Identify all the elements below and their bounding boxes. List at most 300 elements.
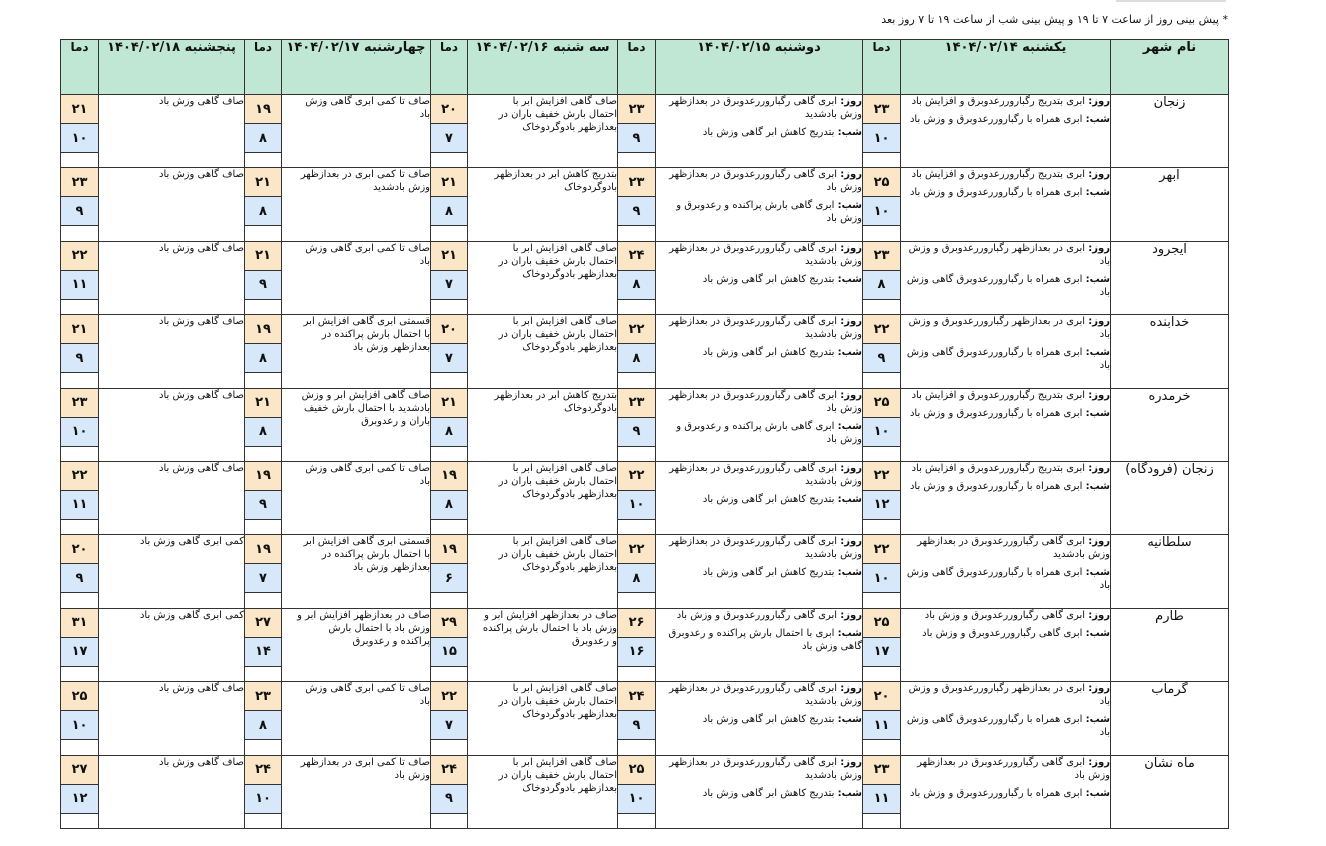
day-label: روز: [840,242,862,254]
forecast-tue [468,168,618,241]
day-forecast [656,389,862,415]
forecast-thu [99,388,245,461]
temp-cell [431,168,468,241]
temp-max: ۲۶ [618,609,655,638]
night-forecast [901,627,1110,640]
temp-min: ۹ [863,344,900,373]
temp-max: ۱۹ [245,462,281,491]
forecast-tue [468,682,618,755]
forecast-text: صاف گاهی افزایش ابر با احتمال بارش خفیف باران در بعدازظهر بادوگردوخاک [498,462,617,500]
night-text: بتدریج کاهش ابر گاهی وزش باد [702,273,835,285]
forecast-mon [656,461,863,534]
forecast-tue [468,95,618,168]
day-forecast [656,315,862,341]
night-text: ابری گاهی رگباروررعدوبرق و وزش باد [922,627,1083,639]
night-text: ابری گاهی بارش پراکنده و رعدوبرق و وزش باد [676,200,862,225]
temp-max: ۲۳ [618,95,655,124]
forecast-text: صاف گاهی وزش باد [158,683,244,695]
city-name: ابهر [1111,168,1229,241]
forecast-tue [468,535,618,608]
temp-max: ۲۹ [431,609,467,638]
night-forecast [901,273,1110,299]
city-name: زنجان [1111,95,1229,168]
header-row [61,40,1229,95]
day-label: روز: [1088,242,1110,254]
forecast-mon [656,168,863,241]
forecast-text: صاف تا کمی ابری گاهی وزش باد [305,242,430,267]
temp-cell [431,461,468,534]
temp-max: ۲۴ [618,242,655,271]
temp-cell [863,535,901,608]
forecast-text: صاف تا کمی ابری گاهی وزش باد [305,96,430,120]
day-forecast [656,682,862,708]
day-label: روز: [1088,462,1110,474]
header-temp: دما [61,40,99,95]
temp-max: ۲۲ [618,535,655,564]
day-text: ابری گاهی رگباروررعدوبرق در بعدازظهر وزش بادشدید [669,96,862,120]
day-text: ابری در بعدازظهر رگباروررعدوبرق و وزش باد [908,242,1110,267]
temp-min: ۷ [431,124,467,153]
forecast-text: صاف در بعدازظهر افزایش ابر و وزش باد با احتمال بارش پراکنده و رعدوبرق [482,609,617,647]
forecast-text: صاف گاهی افزایش ابر با احتمال بارش خفیف باران در بعدازظهر بادوگردوخاک [498,96,617,133]
forecast-thu [99,461,245,534]
forecast-text: صاف گاهی وزش باد [158,316,244,328]
temp-max: ۱۹ [245,315,281,344]
temp-max: ۲۲ [863,462,900,491]
forecast-text: بتدریج کاهش ابر در بعدازظهر بادوگردوخاک [494,389,617,414]
temp-cell [618,608,656,681]
temp-max: ۲۰ [431,95,467,124]
forecast-mon [656,682,863,755]
night-text: بتدریج کاهش ابر گاهی وزش باد [702,493,835,505]
temp-min: ۱۰ [863,124,900,153]
forecast-text: قسمتی ابری گاهی افزایش ابر با احتمال بارش پراکنده در بعدازظهر وزش باد [303,536,430,574]
forecast-mon [656,315,863,388]
temp-min: ۱۰ [618,785,655,814]
night-label: شب: [1085,480,1110,492]
temp-max: ۲۱ [431,168,467,197]
temp-min: ۱۵ [431,638,467,667]
forecast-text: صاف تا کمی ابری در بعدازظهر وزش باد [300,756,430,781]
forecast-wed [282,608,431,681]
forecast-thu [99,315,245,388]
city-name: ماه نشان [1111,755,1229,828]
temp-max: ۲۲ [618,315,655,344]
temp-cell [61,608,99,681]
temp-min: ۱۰ [863,197,900,226]
temp-min: ۷ [431,344,467,373]
temp-cell [245,535,282,608]
temp-min: ۹ [618,418,655,447]
forecast-text: صاف گاهی افزایش ابر با احتمال بارش خفیف باران در بعدازظهر بادوگردوخاک [498,242,617,280]
temp-max: ۱۹ [431,535,467,564]
night-forecast [656,627,862,653]
temp-min: ۸ [245,418,281,447]
day-forecast [901,315,1110,341]
forecast-table [60,39,1229,829]
temp-max: ۲۵ [863,389,900,418]
day-forecast [656,756,862,782]
day-text: ابری بتدریج رگباروررعدوبرق و افزایش باد [911,96,1086,107]
forecast-sun [901,388,1111,461]
temp-max: ۲۷ [61,756,98,785]
temp-min: ۱۰ [61,418,98,447]
temp-max: ۲۳ [245,682,281,711]
forecast-mon [656,95,863,168]
night-forecast [901,713,1110,739]
night-text: ابری با احتمال بارش پراکنده و رعدوبرق گاهی وزش باد [668,627,862,652]
forecast-thu [99,241,245,314]
city-name: طارم [1111,608,1229,681]
header-temp: دما [431,40,468,95]
forecast-text: صاف در بعدازظهر افزایش ابر و وزش باد با احتمال بارش پراکنده و رعدوبرق [297,609,430,647]
temp-cell [61,755,99,828]
temp-max: ۲۷ [245,609,281,638]
forecast-text: صاف گاهی وزش باد [158,242,244,254]
temp-cell [61,168,99,241]
day-text: ابری گاهی رگباروررعدوبرق در بعدازظهر وزش بادشدید [669,316,862,341]
table-row [61,682,1229,755]
forecast-text: صاف گاهی افزایش ابر و وزش بادشدید با احتمال بارش خفیف باران و رعدوبرق [301,389,430,427]
night-label: شب: [837,200,862,212]
header-temp: دما [863,40,901,95]
night-label: شب: [1085,114,1110,125]
forecast-text: قسمتی ابری گاهی افزایش ابر با احتمال بارش پراکنده در بعدازظهر وزش باد [303,316,430,354]
night-text: ابری همراه با رگباروررعدوبرق و وزش باد [909,114,1083,125]
temp-min: ۱۷ [863,638,900,667]
city-name: ایجرود [1111,241,1229,314]
forecast-wed [282,535,431,608]
temp-min: ۹ [61,564,98,593]
night-forecast [656,713,862,726]
day-label: روز: [1088,169,1110,181]
night-forecast [901,186,1110,199]
day-forecast [901,389,1110,402]
forecast-sun [901,315,1111,388]
day-text: ابری گاهی رگباروررعدوبرق در بعدازظهر وزش باد [669,389,862,414]
forecast-note: * پیش بینی روز از ساعت ۷ تا ۱۹ و پیش بینی شب از ساعت ۱۹ تا ۷ روز بعد [881,13,1228,26]
day-label: روز: [840,536,862,548]
temp-min: ۸ [431,418,467,447]
temp-max: ۲۱ [431,389,467,418]
temp-max: ۲۲ [61,462,98,491]
table-row [61,315,1229,388]
temp-cell [618,461,656,534]
night-label: شب: [1085,187,1110,199]
day-text: ابری گاهی رگباروررعدوبرق و وزش باد [676,609,838,621]
forecast-tue [468,388,618,461]
temp-min: ۷ [431,271,467,300]
day-forecast [656,609,862,622]
night-label: شب: [837,127,862,138]
temp-cell [863,168,901,241]
forecast-text: صاف گاهی وزش باد [158,756,244,768]
night-forecast [656,493,862,506]
night-forecast [656,199,862,225]
forecast-text: صاف گاهی افزایش ابر با احتمال بارش خفیف باران در بعدازظهر بادوگردوخاک [498,683,617,721]
table-row [61,95,1229,168]
temp-cell [61,241,99,314]
temp-cell [863,315,901,388]
temp-max: ۲۴ [431,756,467,785]
temp-cell [618,168,656,241]
day-forecast [656,168,862,194]
temp-max: ۲۱ [61,95,98,124]
temp-max: ۲۴ [245,756,281,785]
temp-max: ۲۳ [618,168,655,197]
temp-min: ۱۰ [61,711,98,740]
night-label: شب: [1085,347,1110,359]
temp-min: ۷ [431,711,467,740]
forecast-sun [901,755,1111,828]
temp-cell [618,388,656,461]
night-forecast [901,407,1110,420]
temp-cell [863,682,901,755]
temp-min: ۹ [618,124,655,153]
day-label: روز: [1088,683,1110,695]
night-label: شب: [1085,273,1110,285]
temp-min: ۱۰ [618,491,655,520]
forecast-thu [99,608,245,681]
temp-min: ۸ [245,344,281,373]
temp-max: ۲۳ [863,756,900,785]
forecast-text: صاف گاهی افزایش ابر با احتمال بارش خفیف باران در بعدازظهر بادوگردوخاک [498,536,617,574]
temp-cell [61,315,99,388]
forecast-thu [99,95,245,168]
temp-min: ۸ [618,271,655,300]
temp-max: ۲۳ [61,389,98,418]
day-label: روز: [1088,536,1110,548]
temp-max: ۲۵ [618,756,655,785]
temp-max: ۲۱ [245,242,281,271]
day-label: روز: [840,96,862,107]
city-name: سلطانیه [1111,535,1229,608]
forecast-tue [468,461,618,534]
day-forecast [656,535,862,561]
temp-max: ۲۳ [863,95,900,124]
temp-cell [431,608,468,681]
day-forecast [901,756,1110,782]
day-text: ابری بتدریج رگباروررعدوبرق و افزایش باد [911,169,1086,181]
temp-min: ۱۲ [863,491,900,520]
forecast-text: صاف گاهی وزش باد [158,462,244,474]
temp-min: ۸ [431,197,467,226]
day-label: روز: [840,169,862,181]
temp-max: ۲۲ [863,315,900,344]
temp-cell [431,241,468,314]
header-day-thu: پنجشنبه ۱۴۰۴/۰۲/۱۸ [99,40,245,95]
forecast-sun [901,682,1111,755]
temp-max: ۲۵ [863,168,900,197]
night-label: شب: [837,273,862,285]
forecast-sun [901,168,1111,241]
table-row [61,461,1229,534]
day-text: ابری گاهی رگباروررعدوبرق در بعدازظهر وزش باد [669,169,862,194]
header-temp: دما [245,40,282,95]
temp-min: ۷ [245,564,281,593]
day-label: روز: [840,389,862,401]
day-text: ابری در بعدازظهر رگباروررعدوبرق و وزش باد [908,316,1110,341]
day-text: ابری گاهی رگباروررعدوبرق و وزش باد [924,609,1086,621]
temp-max: ۳۱ [61,609,98,638]
night-text: ابری همراه با رگباروررعدوبرق گاهی وزش باد [906,567,1110,592]
night-label: شب: [837,714,862,726]
night-label: شب: [837,627,862,639]
night-text: ابری همراه با رگباروررعدوبرق و وزش باد [909,787,1083,799]
city-name: خرمدره [1111,388,1229,461]
day-text: ابری گاهی رگباروررعدوبرق در بعدازظهر وزش بادشدید [669,462,862,487]
forecast-tue [468,608,618,681]
forecast-mon [656,535,863,608]
forecast-thu [99,535,245,608]
table-row [61,388,1229,461]
night-text: ابری گاهی بارش پراکنده و رعدوبرق و وزش باد [676,420,862,445]
temp-max: ۲۵ [863,609,900,638]
temp-max: ۲۳ [61,168,98,197]
day-text: ابری بتدریج رگباروررعدوبرق و افزایش باد [911,389,1086,401]
temp-max: ۱۹ [245,535,281,564]
forecast-mon [656,755,863,828]
night-label: شب: [1085,627,1110,639]
day-label: روز: [840,609,862,621]
day-text: ابری گاهی رگباروررعدوبرق در بعدازظهر وزش بادشدید [669,536,862,561]
temp-max: ۲۱ [245,389,281,418]
temp-max: ۲۳ [618,389,655,418]
day-forecast [901,682,1110,708]
forecast-wed [282,755,431,828]
temp-cell [245,95,282,168]
temp-min: ۱۴ [245,638,281,667]
temp-min: ۱۲ [61,785,98,814]
temp-max: ۲۰ [863,682,900,711]
day-text: ابری گاهی رگباروررعدوبرق در بعدازظهر وزش بادشدید [669,683,862,708]
night-forecast [656,787,862,800]
night-forecast [901,787,1110,800]
forecast-thu [99,755,245,828]
header-city: نام شهر [1111,40,1229,95]
night-forecast [901,480,1110,493]
forecast-mon [656,388,863,461]
day-label: روز: [840,316,862,328]
temp-min: ۹ [245,491,281,520]
night-text: بتدریج کاهش ابر گاهی وزش باد [702,347,835,359]
day-label: روز: [1088,316,1110,328]
night-text: ابری همراه با رگباروررعدوبرق گاهی وزش باد [906,273,1110,298]
temp-max: ۲۲ [61,242,98,271]
temp-min: ۹ [61,197,98,226]
temp-cell [61,682,99,755]
temp-min: ۸ [245,197,281,226]
temp-min: ۸ [431,491,467,520]
temp-cell [245,461,282,534]
night-label: شب: [837,787,862,799]
forecast-wed [282,682,431,755]
header-temp: دما [618,40,656,95]
temp-cell [863,608,901,681]
temp-cell [863,461,901,534]
temp-max: ۲۵ [61,682,98,711]
night-text: ابری همراه با رگباروررعدوبرق گاهی وزش باد [906,347,1110,372]
night-text: بتدریج کاهش ابر گاهی وزش باد [702,567,835,579]
forecast-text: صاف تا کمی ابری گاهی وزش باد [305,462,430,487]
day-label: روز: [840,683,862,695]
forecast-text: صاف گاهی وزش باد [158,96,244,107]
forecast-text: بتدریج کاهش ابر در بعدازظهر بادوگردوخاک [494,169,617,194]
forecast-body [61,95,1229,829]
temp-min: ۶ [431,564,467,593]
header-day-sun: یکشنبه ۱۴۰۴/۰۲/۱۴ [901,40,1111,95]
day-forecast [656,462,862,488]
temp-min: ۱۱ [863,785,900,814]
day-label: روز: [1088,609,1110,621]
temp-min: ۱۰ [61,124,98,153]
day-text: ابری در بعدازظهر رگباروررعدوبرق و وزش باد [908,683,1110,708]
day-label: روز: [1088,756,1110,768]
day-label: روز: [840,756,862,768]
temp-cell [431,682,468,755]
temp-max: ۲۲ [431,682,467,711]
forecast-wed [282,168,431,241]
temp-max: ۲۲ [618,462,655,491]
forecast-wed [282,95,431,168]
night-text: ابری همراه با رگباروررعدوبرق و وزش باد [909,407,1083,419]
city-name: خدابنده [1111,315,1229,388]
temp-cell [618,535,656,608]
temp-min: ۸ [245,124,281,153]
temp-min: ۸ [618,564,655,593]
night-text: ابری همراه با رگباروررعدوبرق و وزش باد [909,480,1083,492]
night-label: شب: [837,493,862,505]
top-rule [1116,0,1226,2]
day-label: روز: [840,462,862,474]
city-name: گرماب [1111,682,1229,755]
day-forecast [901,462,1110,475]
temp-cell [61,535,99,608]
temp-cell [863,755,901,828]
temp-cell [618,315,656,388]
forecast-tue [468,241,618,314]
table-row [61,755,1229,828]
temp-cell [431,388,468,461]
forecast-wed [282,241,431,314]
temp-cell [618,95,656,168]
day-forecast [901,535,1110,561]
table-row [61,608,1229,681]
temp-min: ۱۰ [863,564,900,593]
day-forecast [901,242,1110,268]
temp-cell [245,682,282,755]
night-forecast [656,273,862,286]
day-text: ابری بتدریج رگباروررعدوبرق و افزایش باد [911,462,1086,474]
temp-cell [245,608,282,681]
temp-max: ۲۳ [863,242,900,271]
day-text: ابری گاهی رگباروررعدوبرق در بعدازظهر وزش بادشدید [669,756,862,781]
temp-min: ۸ [245,711,281,740]
forecast-sun [901,461,1111,534]
temp-cell [431,95,468,168]
forecast-thu [99,682,245,755]
temp-cell [245,168,282,241]
temp-min: ۱۶ [618,638,655,667]
temp-cell [245,755,282,828]
night-text: ابری همراه با رگباروررعدوبرق و وزش باد [909,187,1083,199]
forecast-sun [901,95,1111,168]
night-label: شب: [1085,714,1110,726]
forecast-text: صاف گاهی وزش باد [158,389,244,401]
temp-min: ۹ [245,271,281,300]
temp-max: ۲۲ [863,535,900,564]
temp-cell [61,95,99,168]
